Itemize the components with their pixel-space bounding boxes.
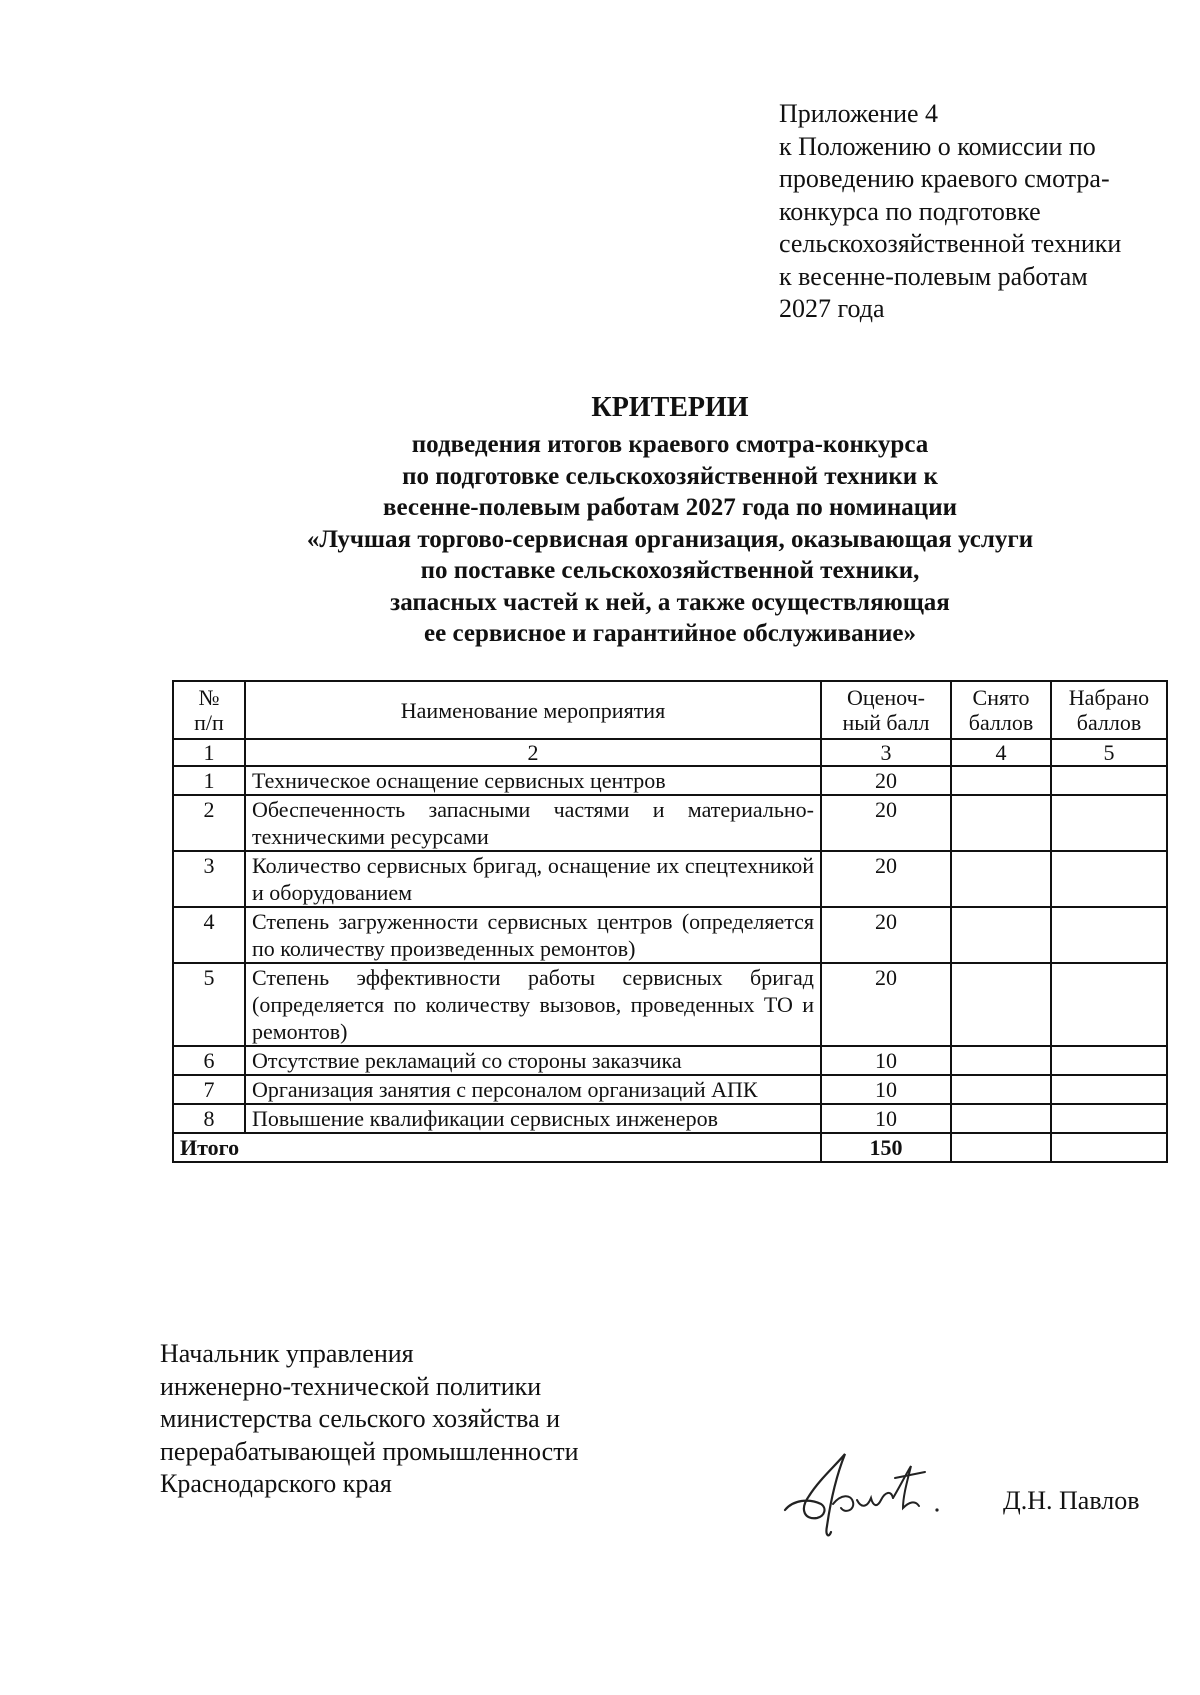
signatory-line: министерства сельского хозяйства и [160,1404,561,1433]
header-score [821,681,951,739]
table-row [173,1104,1167,1133]
row-name: Повышение квалификации сервисных инженеров [245,1104,821,1133]
table-row [173,1046,1167,1075]
row-number: 2 [173,795,245,851]
appendix-line: 2027 года [779,294,885,323]
row-removed [951,795,1051,851]
row-removed [951,1046,1051,1075]
row-number: 1 [173,766,245,795]
table-row [173,907,1167,963]
title-line: весенне-полевым работам 2027 года по номинации [382,494,958,521]
appendix-line: Приложение 4 [779,99,939,128]
row-removed [951,907,1051,963]
criteria-table [172,680,1168,1163]
header-gained [1051,681,1167,739]
row-removed [951,851,1051,907]
row-number: 4 [173,907,245,963]
appendix-header [779,98,1121,326]
row-score: 20 [821,766,951,795]
appendix-line: конкурса по подготовке [779,196,1041,226]
signatory-line: Краснодарского края [160,1469,392,1498]
row-removed [951,766,1051,795]
title-line: по поставке сельскохозяйственной техники, [420,557,920,584]
appendix-line: к Положению о комиссии по [779,131,1096,161]
row-gained [1051,963,1167,1046]
table-row [173,963,1167,1046]
column-index: 2 [245,739,821,766]
row-score: 20 [821,907,951,963]
row-number: 3 [173,851,245,907]
signatory-title [160,1338,579,1501]
header-gained-line1: Набрано [1068,685,1150,710]
row-name: Отсутствие рекламаций со стороны заказчика [245,1046,821,1075]
row-name: Организация занятия с персоналом организаций АПК [245,1075,821,1104]
header-score-line1: Оценоч- [846,685,926,710]
title-line: ее сервисное и гарантийное обслуживание» [424,620,916,647]
total-label: Итого [173,1133,821,1162]
appendix-line: к весенне-полевым работам [779,261,1088,291]
table-row [173,795,1167,851]
row-name: Техническое оснащение сервисных центров [245,766,821,795]
title-line: «Лучшая торгово-сервисная организация, оказывающая услуги [306,525,1034,553]
total-removed [951,1133,1051,1162]
column-index: 3 [821,739,951,766]
row-score: 20 [821,963,951,1046]
row-number: 7 [173,1075,245,1104]
header-number-line1: № [198,685,220,710]
row-gained [1051,1104,1167,1133]
row-name: Степень загруженности сервисных центров (определяется по количеству произведенных ремонтов) [245,907,821,963]
header-number [173,681,245,739]
row-name: Степень эффективности работы сервисных бригад (определяется по количеству вызовов, проведенных ТО и ремонтов) [245,963,821,1046]
total-score: 150 [821,1133,951,1162]
header-removed-line2: баллов [968,710,1034,735]
column-index-row [173,739,1167,766]
row-number: 5 [173,963,245,1046]
title-line: запасных частей к ней, а также осуществляющая [390,588,950,616]
row-gained [1051,766,1167,795]
row-gained [1051,795,1167,851]
header-name: Наименование мероприятия [245,681,821,739]
document-title [160,390,1180,650]
header-removed-line1: Снято [972,685,1030,710]
title-main: КРИТЕРИИ [591,392,749,423]
appendix-line: проведению краевого смотра- [779,164,1110,193]
column-index: 1 [173,739,245,766]
header-number-line2: п/п [194,710,224,735]
row-score: 20 [821,795,951,851]
column-index: 4 [951,739,1051,766]
handwritten-signature [775,1448,945,1540]
signatory-line: перерабатывающей промышленности [160,1436,579,1466]
row-removed [951,963,1051,1046]
signatory-line: Начальник управления [160,1339,414,1368]
row-score: 10 [821,1104,951,1133]
row-number: 8 [173,1104,245,1133]
row-removed [951,1104,1051,1133]
total-row [173,1133,1167,1162]
signatory-line: инженерно-технической политики [160,1371,542,1401]
row-gained [1051,851,1167,907]
table-header-row [173,681,1167,739]
row-removed [951,1075,1051,1104]
row-name: Количество сервисных бригад, оснащение их спецтехникой и оборудованием [245,851,821,907]
table-row [173,851,1167,907]
header-score-line2: ный балл [842,710,930,735]
appendix-line: сельскохозяйственной техники [779,229,1122,258]
header-removed [951,681,1051,739]
row-score: 10 [821,1075,951,1104]
row-score: 10 [821,1046,951,1075]
total-gained [1051,1133,1167,1162]
table-row [173,1075,1167,1104]
row-name: Обеспеченность запасными частями и материально-техническими ресурсами [245,795,821,851]
row-number: 6 [173,1046,245,1075]
header-gained-line2: баллов [1076,710,1142,735]
column-index: 5 [1051,739,1167,766]
title-line: подведения итогов краевого смотра-конкурса [411,431,929,458]
title-line: по подготовке сельскохозяйственной техники к [402,462,938,490]
table-row [173,766,1167,795]
signatory-name: Д.Н. Павлов [1003,1486,1140,1515]
row-gained [1051,1075,1167,1104]
row-gained [1051,907,1167,963]
row-gained [1051,1046,1167,1075]
row-score: 20 [821,851,951,907]
